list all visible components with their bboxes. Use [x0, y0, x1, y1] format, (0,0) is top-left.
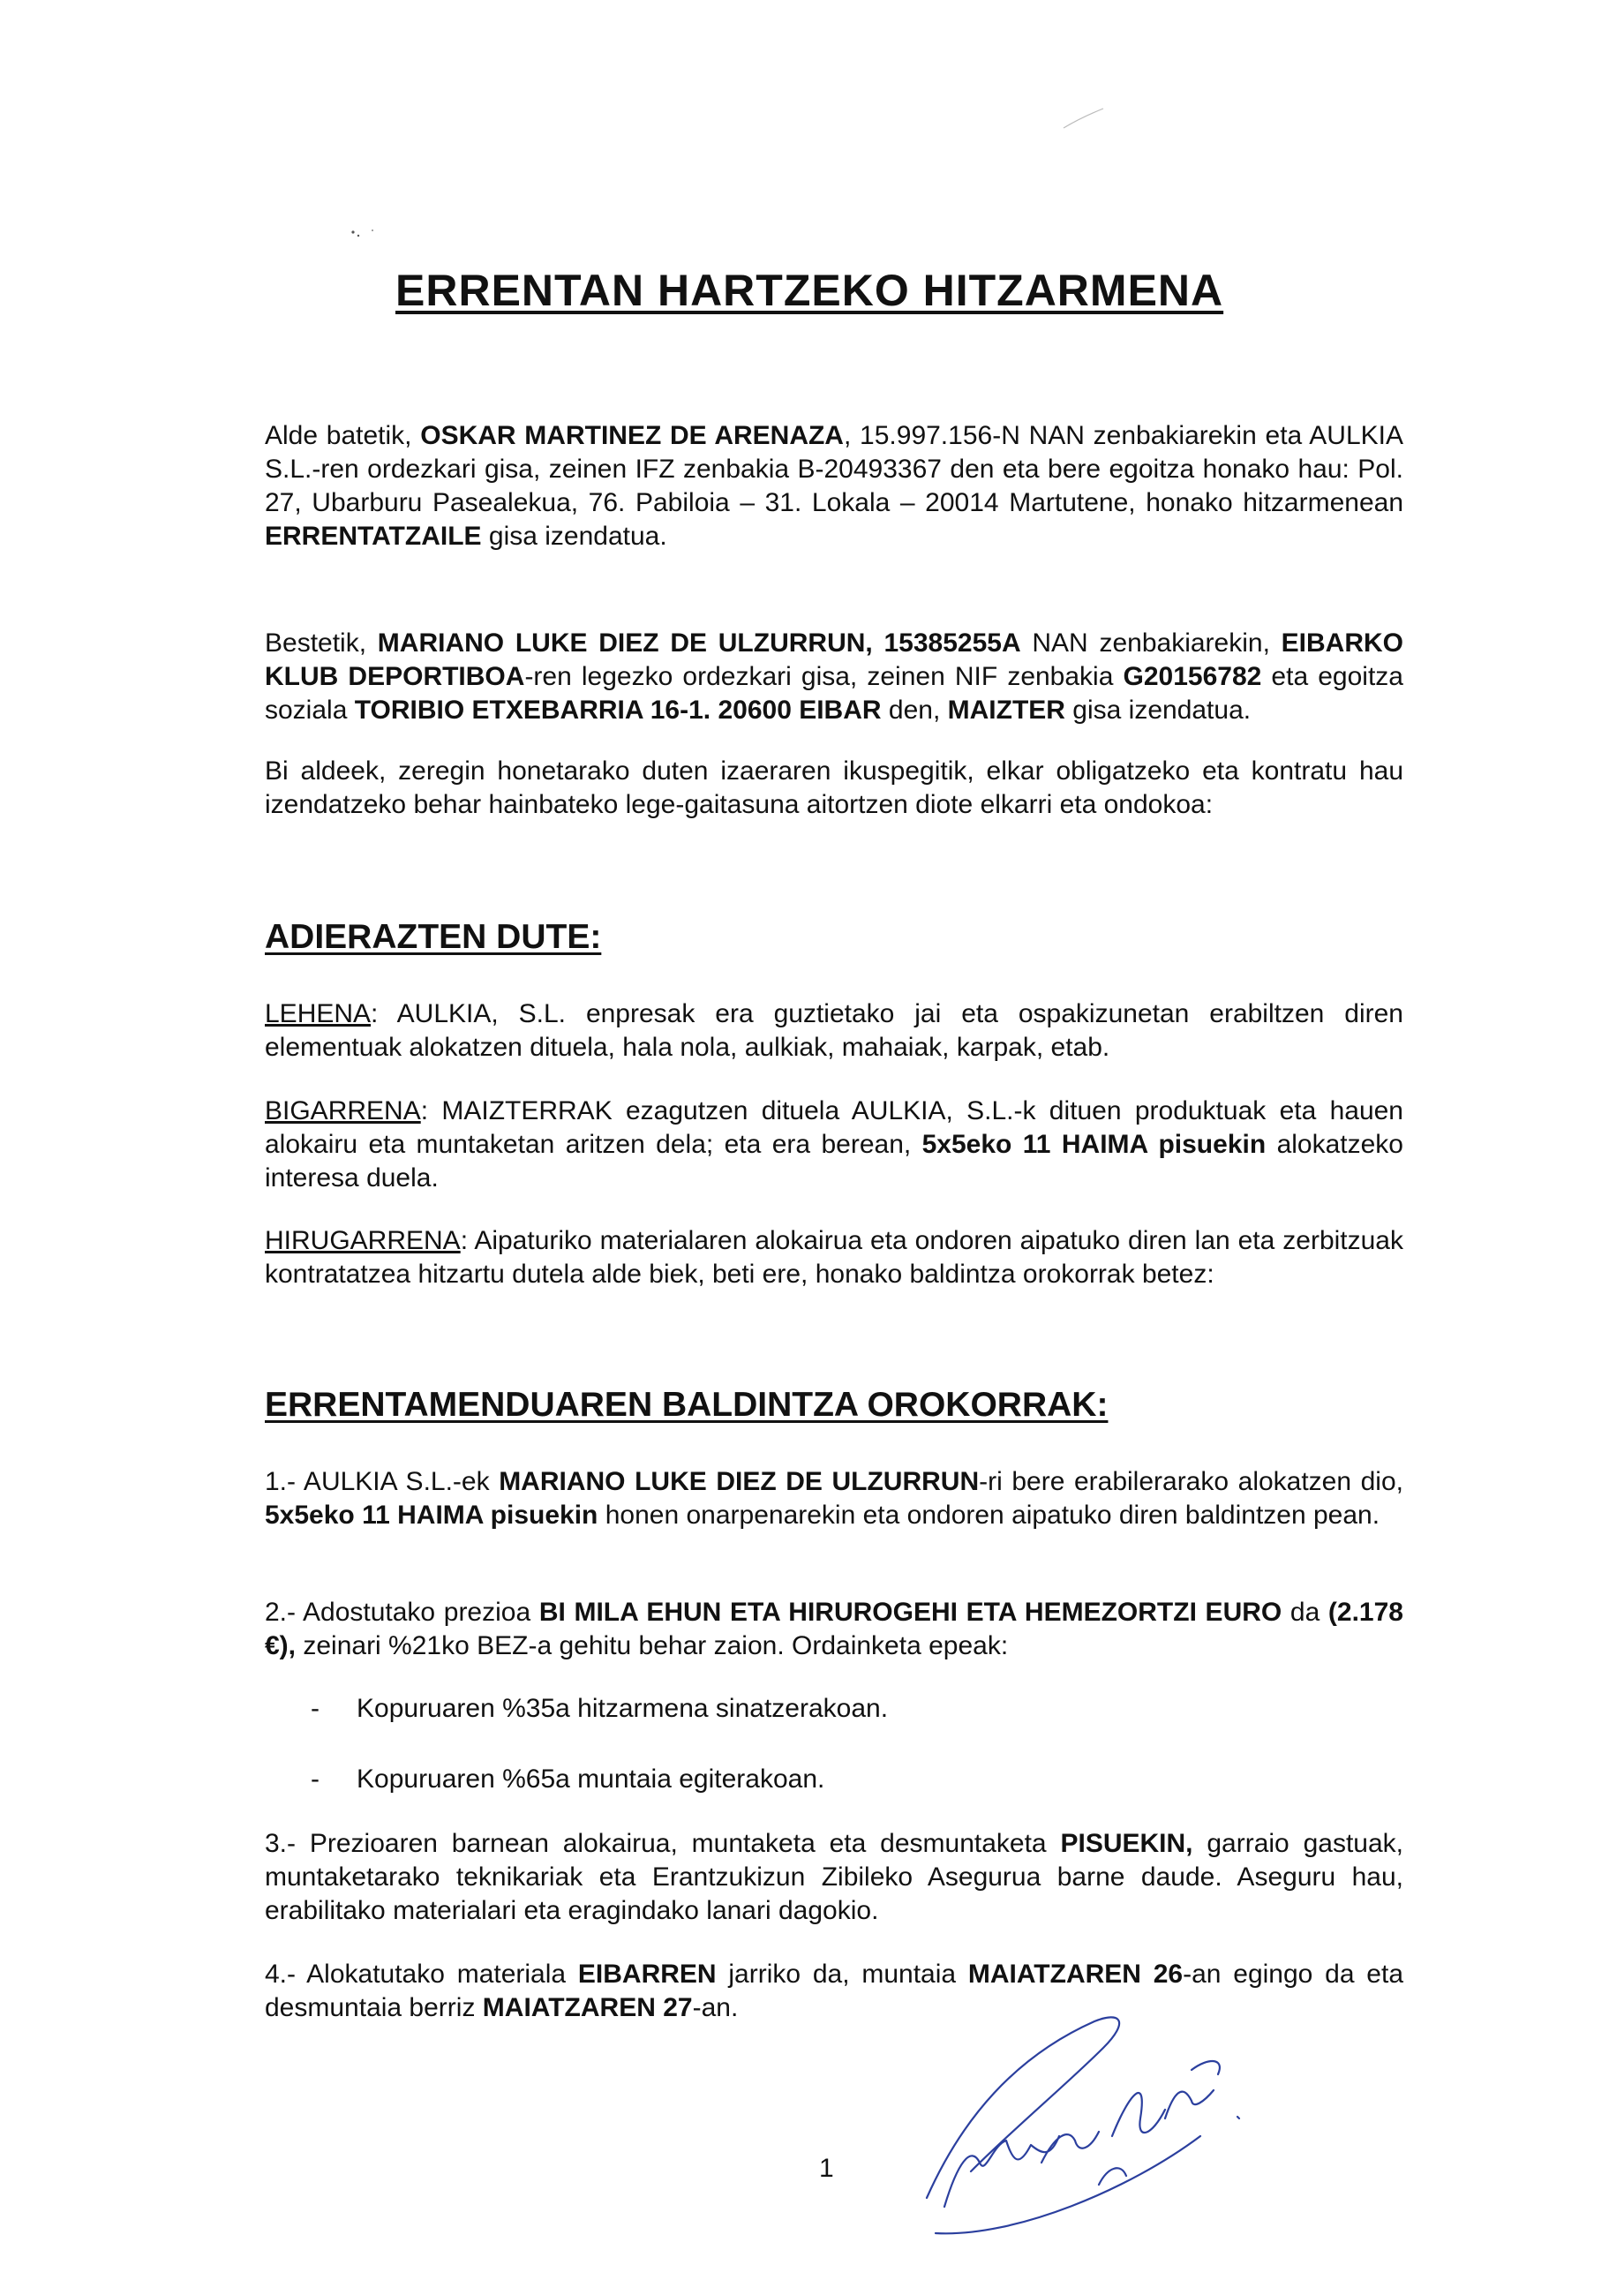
payment-term-item: - Kopuruaren %35a hitzarmena sinatzerakoan. — [311, 1694, 889, 1723]
conditions-heading: ERRENTAMENDUAREN BALDINTZA OROKORRAK: — [265, 1386, 1109, 1424]
handwritten-signature — [909, 1986, 1262, 2251]
scan-mark — [1059, 102, 1112, 137]
clause-lehena: LEHENA: AULKIA, S.L. enpresak era guztietako jai eta ospakizunetan erabiltzen diren elementuak alokatzen dituela, hala nola, aulkiak, mahaiak, karpak, etab. — [265, 999, 1403, 1062]
condition-3: 3.- Prezioaren barnean alokairua, muntaketa eta desmuntaketa PISUEKIN, garraio gastuak, muntaketarako teknikariak eta Erantzukizun Zibileko Asegurua barne daude. Aseguru hau, erabilitako materialari eta eragindako lanari dagokio. — [265, 1829, 1403, 1925]
party-lessee-paragraph: Bestetik, MARIANO LUKE DIEZ DE ULZURRUN, 15385255A NAN zenbakiarekin, EIBARKO KLUB DEPORTIBOA-ren legezko ordezkari gisa, zeinen NIF zenbakia G20156782 eta egoitza soziala TORIBIO ETXEBARRIA 16-1. 20600 EIBAR den, MAIZTER gisa izendatua. — [265, 628, 1403, 725]
declarations-heading: ADIERAZTEN DUTE: — [265, 918, 602, 956]
clause-label: LEHENA — [265, 999, 372, 1028]
clause-hirugarrena: HIRUGARRENA: Aipaturiko materialaren alokairua eta ondoren aipatuko diren lan eta zerbitzuak kontratatzea hitzartu dutela alde biek, beti ere, honako baldintza orokorrak betez: — [265, 1226, 1403, 1289]
payment-term-item: - Kopuruaren %65a muntaia egiterakoan. — [311, 1765, 825, 1794]
clause-bigarrena: BIGARRENA: MAIZTERRAK ezagutzen dituela AULKIA, S.L.-k dituen produktuak eta hauen alokairu eta muntaketan aritzen dela; eta era berean, 5x5eko 11 HAIMA pisuekin alokatzeko interesa duela. — [265, 1096, 1403, 1193]
clause-label: BIGARRENA — [265, 1096, 421, 1125]
scan-speck — [344, 225, 397, 252]
condition-4: 4.- Alokatutako materiala EIBARREN jarriko da, muntaia MAIATZAREN 26-an egingo da eta desmuntaia berriz MAIATZAREN 27-an. — [265, 1960, 1404, 2022]
party-lessor-paragraph: Alde batetik, OSKAR MARTINEZ DE ARENAZA, 15.997.156-N NAN zenbakiarekin eta AULKIA S.L.-ren ordezkari gisa, zeinen IFZ zenbakia B-20493367 den eta bere egoitza honako hau: Pol. 27, Ubarburu Pasealekua, 76. Pabiloia – 31. Lokala – 20014 Martutene, honako hitzarmenean ERRENTATZAILE gisa izendatua. — [265, 421, 1404, 551]
page-number: 1 — [819, 2154, 834, 2183]
condition-1: 1.- AULKIA S.L.-ek MARIANO LUKE DIEZ DE ULZURRUN-ri bere erabilerarako alokatzen dio, 5x5eko 11 HAIMA pisuekin honen onarpenarekin eta ondoren aipatuko diren baldintzen pean. — [265, 1467, 1403, 1530]
document-title: ERRENTAN HARTZEKO HITZARMENA — [395, 266, 1224, 315]
condition-2: 2.- Adostutako prezioa BI MILA EHUN ETA HIRUROGEHI ETA HEMEZORTZI EURO da (2.178 €), zeinari %21ko BEZ-a gehitu behar zaion. Ordainketa epeak: — [265, 1598, 1403, 1660]
capacity-paragraph: Bi aldeek, zeregin honetarako duten izaeraren ikuspegitik, elkar obligatzeko eta kontratu hau izendatzeko behar hainbateko lege-gaitasuna aitortzen diote elkarri eta ondokoa: — [265, 756, 1403, 819]
clause-label: HIRUGARRENA — [265, 1226, 461, 1255]
